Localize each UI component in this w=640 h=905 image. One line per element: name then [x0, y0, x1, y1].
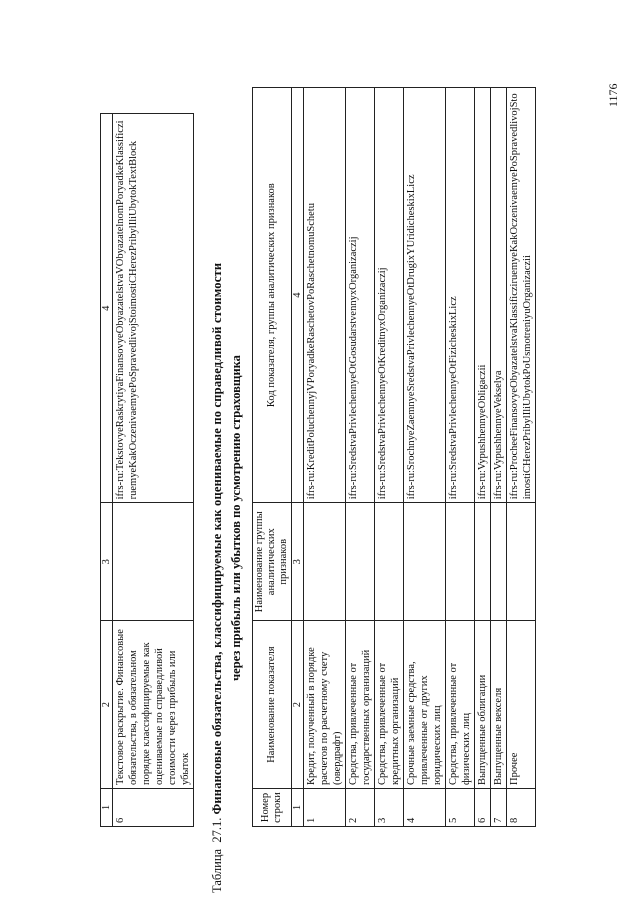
indicator-code: ifrs-ru:SredstvaPrivlechennyeOtKreditnyxOrganizaczij: [375, 88, 404, 503]
row-number: 8: [507, 789, 536, 827]
indicator-name: Средства, привлеченные от государственных организаций: [346, 621, 375, 789]
header-row: [253, 88, 292, 827]
column-number-row: [292, 88, 304, 827]
indicator-name: Кредит, полученный в порядке расчетов по расчетному счету (овердрафт): [304, 621, 346, 789]
row-number: 6: [113, 789, 194, 827]
indicator-name: Выпущенные векселя: [491, 621, 507, 789]
main-table: [252, 87, 536, 827]
column-number-row: [101, 114, 113, 827]
table-row: [375, 88, 404, 827]
table-row: [113, 114, 194, 827]
table-row: [475, 88, 491, 827]
table-row: [404, 88, 446, 827]
column-number: 3: [101, 503, 113, 621]
column-number: 4: [292, 88, 304, 503]
indicator-name: Средства, привлеченные от физических лиц: [446, 621, 475, 789]
table-caption-title: Финансовые обязательства, классифицируемые как оцениваемые по справедливой стоимости: [210, 262, 224, 815]
group-name: [113, 503, 194, 621]
column-number: 2: [101, 621, 113, 789]
indicator-name: Срочные заемные средства, привлеченные от других юридических лиц: [404, 621, 446, 789]
indicator-code: ifrs-ru:VypushhennyeVekselya: [491, 88, 507, 503]
row-number: 5: [446, 789, 475, 827]
indicator-code: ifrs-ru:SredstvaPrivlechennyeOtGosudarstvennyxOrganizaczij: [346, 88, 375, 503]
header-group: Наименование группы аналитических признаков: [253, 503, 292, 621]
header-code: Код показателя, группы аналитических признаков: [253, 88, 292, 503]
column-number: 1: [101, 789, 113, 827]
group-name: [507, 503, 536, 621]
group-name: [446, 503, 475, 621]
header-name: Наименование показателя: [253, 621, 292, 789]
indicator-code: ifrs-ru:KreditPoluchennyjVPoryadkeRaschetovPoRaschetnomuSchetu: [304, 88, 346, 503]
indicator-code: ifrs-ru:TekstovyeRaskrytiyaFinansovyeObyazatelstvaVObyazatelnomPoryadkeKlassificziruemyeKakOczenivaemyePoSpravedlivojStoimostiCHerezPribylIliUbytokTextBlock: [113, 114, 194, 503]
indicator-name: Выпущенные облигации: [475, 621, 491, 789]
row-number: 7: [491, 789, 507, 827]
continued-table: [100, 113, 194, 827]
row-number: 2: [346, 789, 375, 827]
row-number: 3: [375, 789, 404, 827]
group-name: [304, 503, 346, 621]
indicator-name: Прочее: [507, 621, 536, 789]
indicator-code: ifrs-ru:SredstvaPrivlechennyeOtFizicheskixLicz: [446, 88, 475, 503]
column-number: 3: [292, 503, 304, 621]
table-row: [446, 88, 475, 827]
indicator-code: ifrs-ru:SrochnyeZaemnyeSredstvaPrivlechennyeOtDrugixYUridicheskixLicz: [404, 88, 446, 503]
indicator-name: Средства, привлеченные от кредитных организаций: [375, 621, 404, 789]
table-row: [346, 88, 375, 827]
column-number: 1: [292, 789, 304, 827]
group-name: [475, 503, 491, 621]
row-number: 6: [475, 789, 491, 827]
page-number: 1176: [606, 83, 620, 107]
column-number: 2: [292, 621, 304, 789]
group-name: [404, 503, 446, 621]
row-number: 1: [304, 789, 346, 827]
table-caption-title-line2: через прибыль или убытков по усмотрению страховщика: [229, 355, 243, 681]
table-caption: [210, 173, 244, 893]
column-number: 4: [101, 114, 113, 503]
table-row: [507, 88, 536, 827]
header-num: Номер строки: [253, 789, 292, 827]
table-caption-prefix: Таблица 27.1.: [210, 817, 224, 893]
group-name: [491, 503, 507, 621]
indicator-code: ifrs-ru:VypushhennyeObligaczii: [475, 88, 491, 503]
table-row: [491, 88, 507, 827]
group-name: [375, 503, 404, 621]
indicator-code: ifrs-ru:ProcheeFinansovyeObyazatelstvaKlassificziruemyeKakOczenivaemyePoSpravedlivojStoimostiCHerezPribylIliUbytokPoUsmotreniyuOrganizaczii: [507, 88, 536, 503]
group-name: [346, 503, 375, 621]
indicator-name: Текстовое раскрытие. Финансовые обязательства, в обязательном порядке классифицируемые как оцениваемые по справедливой стоимости через прибыль или убыток: [113, 621, 194, 789]
row-number: 4: [404, 789, 446, 827]
table-row: [304, 88, 346, 827]
